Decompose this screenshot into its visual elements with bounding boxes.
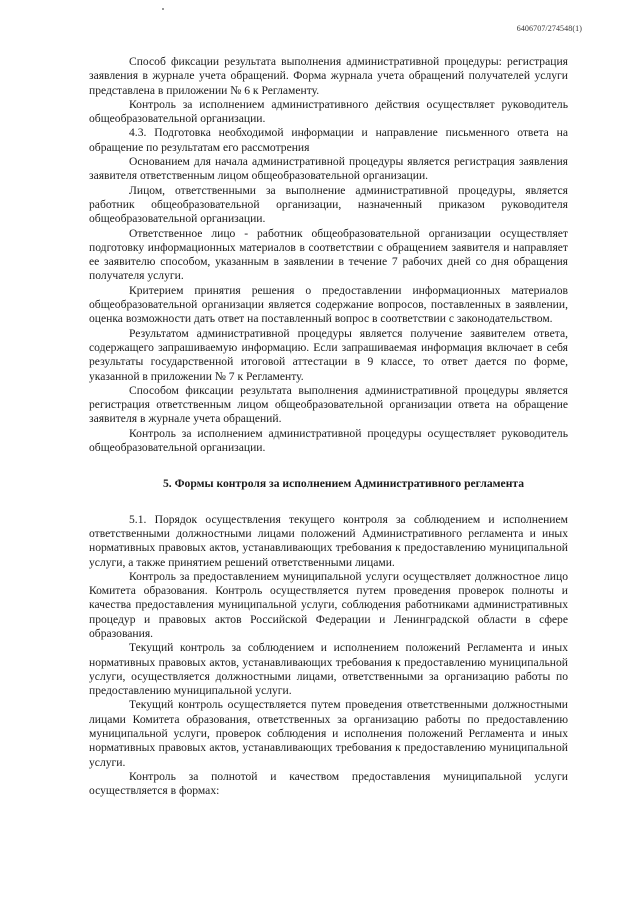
scan-speck: [162, 8, 164, 10]
paragraph: 5.1. Порядок осуществления текущего контроля за соблюдением и исполнением ответственными должностными лицами положений Административного регламента и иных нормативных правовых актов, устанавливающих требования к предоставлению муниципальной услуги, а также принятием решений ответственными лицами.: [89, 512, 568, 569]
section-heading: 5. Формы контроля за исполнением Административного регламента: [162, 477, 525, 491]
document-number: 6406707/274548(1): [516, 24, 582, 33]
subsection-title: 4.3. Подготовка необходимой информации и направление письменного ответа на обращение по результатам его рассмотрения: [89, 126, 568, 154]
paragraph: Контроль за исполнением административного действия осуществляет руководитель общеобразовательной организации.: [89, 97, 568, 126]
paragraph: Ответственное лицо - работник общеобразовательной организации осуществляет подготовку информационных материалов в соответствии с обращением заявителя и направляет ее заявителю способом, указанным в заявлении в течение 7 рабочих дней со дня обращения получателя услуги.: [89, 226, 568, 283]
paragraph: Лицом, ответственными за выполнение административной процедуры, является работник общеобразовательной организации, назначенный приказом руководителя общеобразовательной организации.: [89, 183, 568, 226]
paragraph: Основанием для начала административной процедуры является регистрация заявления заявителя ответственным лицом общеобразовательной организации.: [89, 155, 568, 183]
paragraph: Критерием принятия решения о предоставлении информационных материалов общеобразовательной организации является содержание вопросов, поставленных в заявлении, оценка возможности дать ответ на поставленный вопрос в соответствии с законодательством.: [89, 283, 568, 326]
paragraph: Контроль за исполнением административной процедуры осуществляет руководитель общеобразовательной организации.: [89, 426, 568, 455]
paragraph: Текущий контроль осуществляется путем проведения ответственными должностными лицами Комитета образования, ответственных за организацию работы по предоставлению муниципальной услуги, проверок соблюдения и исполнения положений Регламента и иных нормативных правовых актов, устанавливающих требования к предоставлению муниципальной услуги.: [89, 698, 568, 769]
paragraph: Результатом административной процедуры является получение заявителем ответа, содержащего запрашиваемую информацию. Если запрашиваемая информация включает в себя результаты государственной итоговой аттестации в 9 классе, то ответ дается по форме, указанной в приложении № 7 к Регламенту.: [89, 326, 568, 383]
paragraph: Текущий контроль за соблюдением и исполнением положений Регламента и иных нормативных правовых актов, устанавливающих требования к предоставлению муниципальной услуги, осуществляется должностными лицами, ответственными за организацию работы по предоставлению муниципальной услуги.: [89, 641, 568, 698]
paragraph: Контроль за предоставлением муниципальной услуги осуществляет должностное лицо Комитета образования. Контроль осуществляется путем проведения проверок полноты и качества предоставления муниципальной услуги, соблюдения работниками административных процедур и правовых актов Российской Федерации и Ленинградской области в сфере образования.: [89, 569, 568, 640]
document-body: [89, 55, 568, 799]
paragraph: Способ фиксации результата выполнения административной процедуры: регистрация заявления в журнале учета обращений. Форма журнала учета обращений получателей услуги представлена в приложении № 6 к Регламенту.: [89, 55, 568, 97]
paragraph: Контроль за полнотой и качеством предоставления муниципальной услуги осуществляется в формах:: [89, 769, 568, 798]
paragraph: Способом фиксации результата выполнения административной процедуры является регистрация ответственным лицом общеобразовательной организации ответа на обращение заявителя в журнале учета обращений.: [89, 383, 568, 426]
